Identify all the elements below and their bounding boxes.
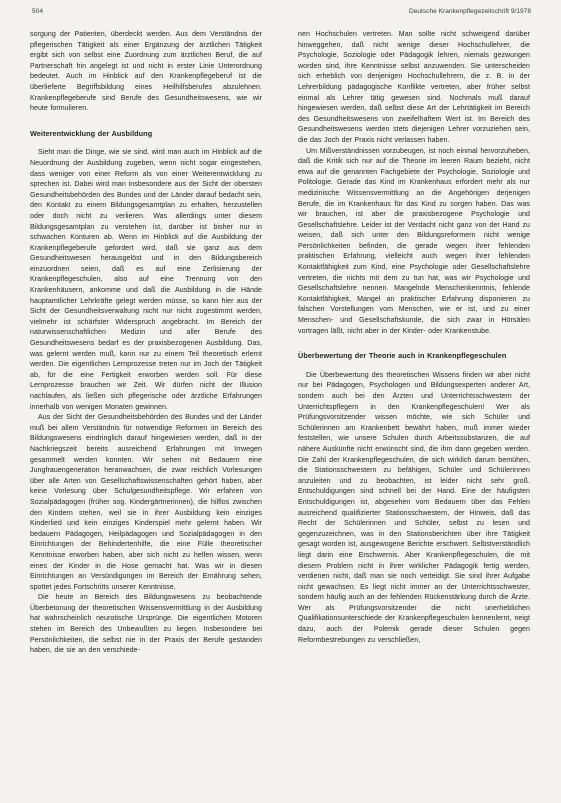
paragraph: Um Mißverständnissen vorzubeugen, ist noch einmal hervorzuheben, daß die Kritik sich nur auf die Theorie im leeren Raum bezieht, nicht etwa auf die genannten Fachgebiete der Psychologie, Soziologie und Politologie. Gerade das Kind im Krankenhaus erfordert mehr als nur medizinische Wissensvermittlung an die Angehörigen derjenigen Berufe, die im Krankenhaus für das Kind zu sorgen haben. Das was wir brauchen, ist aber die praxisbezogene Psychologie und Gesellschaftslehre. Leider ist der Verdacht nicht ganz von der Hand zu weisen, daß sich unter den Bildungsreformern nicht wenige Persönlichkeiten befinden, die gerade wegen ihrer fehlenden praktischen Erfahrung, vielleicht auch wegen ihrer fehlenden Kontaktfähigkeit zum Kind, eine Psychologie oder Gesellschaftslehre vertreten, die nichts mit dem zu tun hat, was wir Psychologie und Gesellschaftslehre nennen. Mangelnde Menschenkenntnis, fehlende Kontaktfähigkeit, Mangel an praktischer Erfahrung disponieren zu falschen Vorstellungen vom Menschen, wie er ist, und zu einer Menschen- und Gesellschaftskunde, die sich zwar in Hörsälen vortragen läßt, nicht aber in der Kinder- oder Krankenstube. xyxy=(298,147,530,335)
paragraph: Die heute im Bereich des Bildungswesens zu beobachtende Überbetonung der theoretischen Wissensvermittlung in der Ausbildung hat wahrscheinlich neurotische Ursprünge. Die eigentlichen Motoren stehen im Bereich des Unbewußten zu liegen. Insbesondere bei Persönlichkeiten, die selbst nie in der Praxis der Berufe gestanden haben, die sie an den verschiede- xyxy=(30,594,262,655)
page-number: 504 xyxy=(32,8,44,15)
section-heading: Überbewertung der Theorie auch in Krankenpflegeschulen xyxy=(298,351,507,361)
section-heading: Weiterentwicklung der Ausbildung xyxy=(30,128,153,138)
journal-title: Deutsche Krankenpflegezeitschrift 9/1978 xyxy=(408,8,531,15)
paragraph: nen Hochschulen vertreten. Man sollte nicht schweigend darüber hinweggehen, daß nicht wenige dieser Hochschullehrer, die Psychologie, Soziologie oder Pädagogik lehren, niemals gezwungen worden sind, ihre Kenntnisse selbst anzuwenden. Sie unterscheiden sich erheblich von denjenigen Hochschullehrern, die z. B. in der Lehrerbildung pädagogische Konflikte vertreten, aber früher selbst einmal als Lehrer tätig gewesen sind. Nochmals muß darauf hingewiesen werden, daß selbst diese Art der Lehrtätigkeit im Bereich des Gesundheitswesens von zweifelhaftem Wert ist. Im Bereich des Gesundheitswesens werden stets diejenigen Lehrer vorzuziehen sein, die das Joch der Praxis nicht verlassen haben. xyxy=(298,31,530,144)
page-header xyxy=(32,6,531,18)
paragraph: Sieht man die Dinge, wie sie sind, wird man auch im Hinblick auf die Neuordnung der Ausbildung zugeben, wenn nicht sogar eingestehen, dass weniger von einer Reform als von einer Weiterentwicklung zu sprechen ist. Dabei wird man insbesondere aus der Sicht der obersten Gesundheitsbehörden des Bundes und der Länder darauf bedacht sein, den Kontakt zu einem Bildungsgesamtplan zu erhalten, herzustellen oder doch nicht zu verlieren. Was allerdings unter diesem Bildungsgesamtplan zu verstehen ist, darüber ist bisher nur in schwachen Konturen ab. Wenn im Hinblick auf die Ausbildung der Krankenpflegeberufe gefordert wird, daß sie ganz aus dem Gesundheitswesen herausgelöst und in den Bildungsbereich einzuordnen seien, daß es auf eine Zerlisierung der Krankenpflegeschulen, also auf eine Trennung von den Krankenhäusern, ankomme und daß die Ausbildung in die Hände hauptamtlicher Lehrkräfte gelegt werden müsse, so kann hier aus der Sicht der Gesundheitsverwaltung nicht nur nicht zugestimmt werden, vielmehr ist schärfster Widerspruch angebracht. Im Bereich der naturwissenschaftlichen Medizin und aller Berufe des Gesundheitswesens bedarf es der praxisbezogenen Ausbildung. Das, was gelernt werden muß, kann nur zu einem Teil theoretisch erlernt werden. Die eigentlichen Lernprozesse treten nur im Joch der Tätigkeit ab, für die eine Fertigkeit erworben werden soll. Für diese Lernprozesse brauchen wir Zeit. Wir dürfen nicht der Illusion nachlaufen, als ließen sich pflegerische oder ärztliche Erfahrungen innerhalb von wenigen Monaten gewinnen. xyxy=(30,149,262,411)
right-column xyxy=(298,30,530,798)
paragraph: Die Überbewertung des theoretischen Wissens finden wir aber nicht nur bei Pädagogen, Psychologen und Bildungsexperten anderer Art, sondern auch bei den Ärzten und Unterrichtsschwestern der Unterrichtspflegern in den Krankenpflegeschulen! Wer als Prüfungsvorsitzender wissen möchte, wie sich Schüler und Schülerinnen am Krankenbett bewährt haben, muß immer wieder feststellen, wie unsere Schulen durch Arbeitssubstanzen, die auf nähere Auskünfte nicht erwünscht sind, die ihm dann gegeben werden. Die Zahl der Krankenpflegeschulen, die sich wirklich darum bemühen, die Stationsschwestern zu befähigen, Schüler und Schülerinnen anzuleiten und zu beobachten, ist leider nicht sehr groß. Entschuldigungen sind schnell bei der Hand. Eine der häufigsten Entschuldigungen ist, abgesehen vom Bedauern über das Fehlen ausreichend qualifizierter Stationsschwestern, der Hinweis, daß das Recht der Schülerinnen und Schüler, selbst zu lesen und gegenzuzeichnen, was in den Stationsberichten über ihre Tätigkeit gesagt worden ist, ausgewogene Berichte erschwert. Selbstverständlich liegt darin eine Erschwernis. Aber Krankenpflegeschulen, die mit diesem Problem nicht in ihrer wirklicher Pädagogik fertig werden, verdienen nicht, daß man sie noch verteidigt. Sie sind ihrer Aufgabe nicht gewachsen. Es liegt nicht immer an der Unterrichtsschwester, sondern häufig auch an der fehlenden Rückenstärkung durch die Ärzte. Wer als Prüfungsvorsitzender die nicht unerheblichen Qualifikationsunterschiede der Krankenpflegeschulen kennenlernt, neigt dazu, auch der Polemik gerade dieser Schulen gegen Reformbestrebungen zu verschließen, xyxy=(298,371,530,644)
paragraph: sorgung der Patienten, überdeckt werden. Aus dem Verständnis der pflegerischen Tätigkeit als einer Ergänzung der ärztlichen Tätigkeit ergibt sich von selbst eine Zuordnung zum ärztlichen Beruf, die auf Partnerschaft hin angelegt ist und nicht in erster Linie Unterordnung bedeutet. Auch im Hinblick auf den Krankenpflegeberuf ist die überlieferte Begriffsbildung eines Heilhilfsberufes abzulehnen. Krankenpflegeberufe sind Berufe des Gesundheitswesens, wie wir heute formulieren. xyxy=(30,31,262,113)
left-column xyxy=(30,30,262,798)
paragraph: Aus der Sicht der Gesundheitsbehörden des Bundes und der Länder muß bei allem Verständnis für notwendige Reformen im Bereich des Bildungswesens eindringlich darauf hingewiesen werden, daß in der Nachkriegszeit bereits ausreichend Erfahrungen mit Irrwegen gesammelt werden konnten. Wir sehen mit Bedauern eine Jungfrauengeneration heranwachsen, die zwar reichlich Vorlesungen über alle Arten von Gesellschaftswissenschaften gehört haben, aber keine Vorlesung über Schulgesundheitspflege. Wir erfahren von Sozialpädagogen (früher sog. Kindergärtnerinnen), die hilflos zwischen den Kindern stehen, weil sie in ihrer Ausbildung kein einziges Kinderlied und kein einziges Kinderspiel mehr gelernt haben. Wir bedauern Pädagogen, Heilpädagogen und Sozialpädagogen in den Einrichtungen der Behindertenhilfe, die eine Fülle theoretischer Kenntnisse erworben haben, aber sich nicht zu helfen wissen, wenn eines der Kinder in die Hose gemacht hat. Was wir in diesen Einrichtungen an Versündigungen im Bereich der Ernährung sehen, spottet jedes Fortschritts unserer Kenntnisse. xyxy=(30,414,262,591)
